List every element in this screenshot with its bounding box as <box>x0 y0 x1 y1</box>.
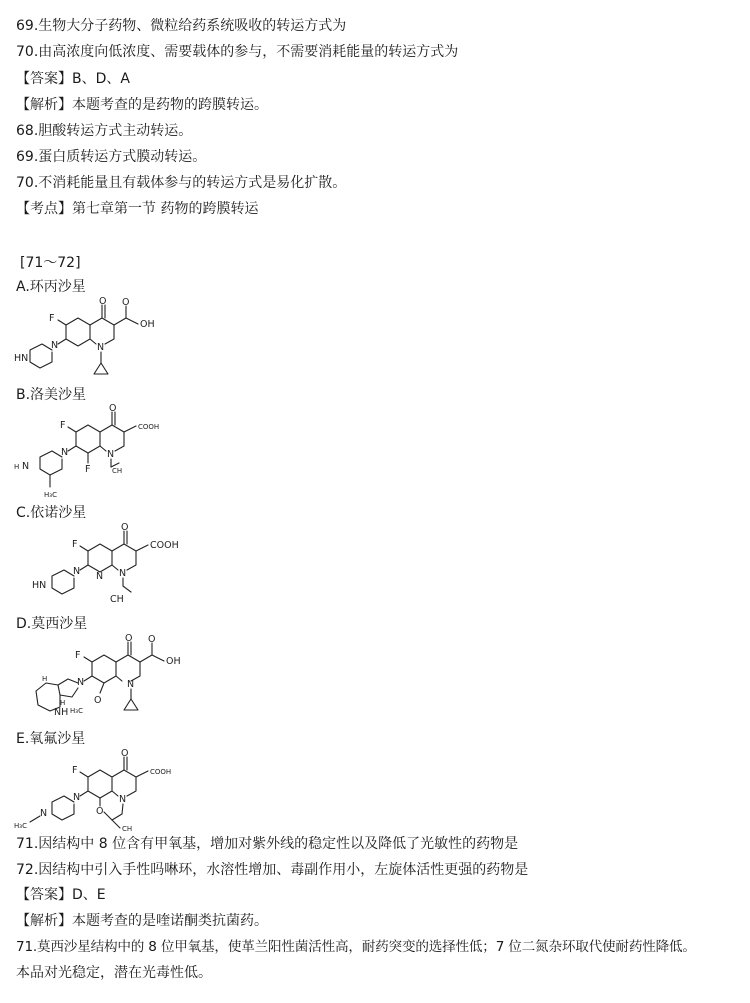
svg-text:O: O <box>94 695 102 706</box>
svg-text:CH: CH <box>112 467 123 475</box>
svg-text:HN: HN <box>14 353 29 364</box>
svg-text:N: N <box>107 449 115 460</box>
option-b-label: B.洛美沙星 <box>16 387 87 403</box>
svg-text:H: H <box>42 675 48 683</box>
explanation-68: 68.胆酸转运方式主动转运。 <box>16 123 193 139</box>
option-c-label: C.依诺沙星 <box>16 505 87 521</box>
svg-text:H: H <box>14 463 20 471</box>
svg-text:HN: HN <box>32 580 47 591</box>
svg-text:F: F <box>72 539 78 550</box>
svg-text:COOH: COOH <box>150 768 172 776</box>
analysis-line-2: 【解析】本题考查的是喹诺酮类抗菌药。 <box>16 913 268 929</box>
svg-text:N: N <box>77 677 85 688</box>
question-71: 71.因结构中 8 位含有甲氧基，增加对紫外线的稳定性以及降低了光敏性的药物是 <box>16 836 519 852</box>
ciprofloxacin-structure <box>12 296 182 384</box>
svg-text:OH: OH <box>166 656 181 667</box>
option-e-label: E.氧氟沙星 <box>16 731 86 747</box>
svg-text:F: F <box>85 464 91 475</box>
svg-text:N: N <box>51 340 59 351</box>
svg-text:NH: NH <box>54 707 69 718</box>
svg-text:N: N <box>119 568 127 579</box>
svg-text:O: O <box>109 403 117 414</box>
svg-text:N: N <box>97 342 105 353</box>
question-range-label: [71～72] <box>20 255 81 271</box>
moxifloxacin-structure <box>12 633 192 733</box>
answer-line-2: 【答案】D、E <box>16 887 106 903</box>
svg-text:O: O <box>148 634 156 645</box>
explanation-71-continued: 本品对光稳定，潜在光毒性低。 <box>16 965 212 981</box>
ofloxacin-structure <box>12 748 192 834</box>
question-70: 70.由高浓度向低浓度、需要载体的参与，不需要消耗能量的转运方式为 <box>16 44 459 60</box>
svg-text:F: F <box>49 313 55 324</box>
svg-text:COOH: COOH <box>150 540 179 551</box>
analysis-line: 【解析】本题考查的是药物的跨膜转运。 <box>16 97 268 113</box>
key-point-line: 【考点】第七章第一节 药物的跨膜转运 <box>16 201 259 217</box>
svg-text:N: N <box>73 566 81 577</box>
answer-line: 【答案】B、D、A <box>16 71 130 87</box>
option-a-label: A.环丙沙星 <box>16 279 86 295</box>
option-d-label: D.莫西沙星 <box>16 616 88 632</box>
svg-text:N: N <box>127 679 135 690</box>
svg-text:O: O <box>96 806 104 817</box>
svg-text:O: O <box>125 633 133 644</box>
svg-text:O: O <box>122 297 130 308</box>
svg-text:N: N <box>61 447 69 458</box>
svg-text:F: F <box>75 650 81 661</box>
lomefloxacin-structure <box>12 403 182 501</box>
question-69: 69.生物大分子药物、微粒给药系统吸收的转运方式为 <box>16 18 347 34</box>
svg-text:N: N <box>22 461 30 472</box>
svg-text:N: N <box>40 808 48 819</box>
question-72: 72.因结构中引入手性吗啉环，水溶性增加、毒副作用小，左旋体活性更强的药物是 <box>16 862 529 878</box>
svg-text:O: O <box>121 522 129 533</box>
explanation-70: 70.不消耗能量且有载体参与的转运方式是易化扩散。 <box>16 175 347 191</box>
explanation-71: 71.莫西沙星结构中的 8 位甲氧基，使革兰阳性菌活性高，耐药突变的选择性低；7 位二氮杂环取代使耐药性降低。 <box>16 939 696 955</box>
svg-text:OH: OH <box>140 319 155 330</box>
svg-text:N: N <box>73 792 81 803</box>
svg-text:CH: CH <box>110 594 124 605</box>
svg-text:H₃C: H₃C <box>14 822 27 830</box>
svg-text:O: O <box>99 296 107 307</box>
svg-text:H₃C: H₃C <box>44 491 57 499</box>
svg-text:H: H <box>60 699 66 707</box>
enoxacin-structure <box>12 522 192 612</box>
svg-text:CH: CH <box>122 825 133 833</box>
svg-text:H₃C: H₃C <box>70 707 83 715</box>
svg-text:F: F <box>60 420 66 431</box>
svg-text:N: N <box>119 794 127 805</box>
svg-text:COOH: COOH <box>138 423 160 431</box>
svg-text:F: F <box>72 765 78 776</box>
explanation-69: 69.蛋白质转运方式膜动转运。 <box>16 149 207 165</box>
svg-text:O: O <box>121 748 129 759</box>
svg-text:N: N <box>96 571 104 582</box>
